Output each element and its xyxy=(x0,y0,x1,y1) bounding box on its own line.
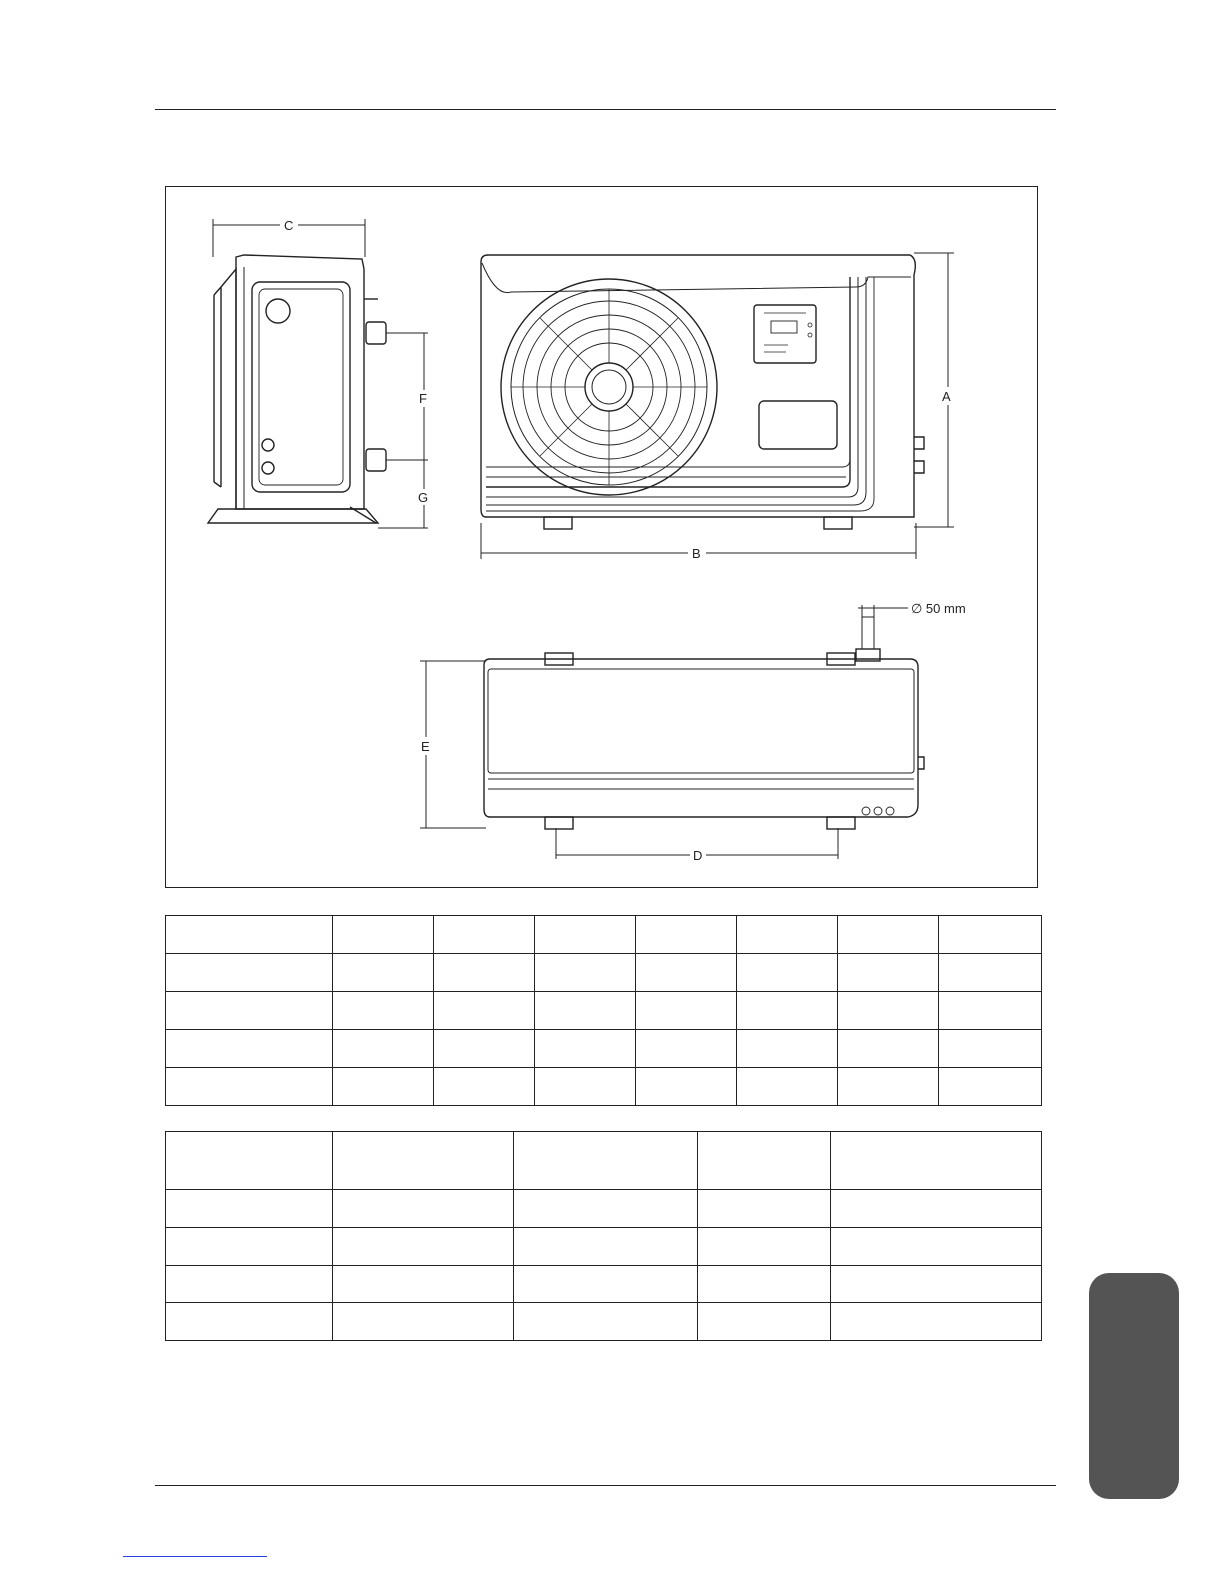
table-cell xyxy=(333,1265,514,1303)
table-cell xyxy=(434,954,535,992)
dimension-label-e: E xyxy=(421,739,430,754)
table-cell xyxy=(333,1068,434,1106)
table-cell xyxy=(939,916,1042,954)
table-cell xyxy=(514,1227,698,1265)
table-cell xyxy=(333,992,434,1030)
table-cell xyxy=(166,954,333,992)
table-cell xyxy=(698,1227,831,1265)
table-cell xyxy=(535,916,636,954)
table-cell xyxy=(514,1303,698,1341)
table-cell xyxy=(737,1068,838,1106)
pipe-diameter-label: ∅ 50 mm xyxy=(911,601,966,616)
dimension-label-c: C xyxy=(284,218,294,233)
table-cell xyxy=(535,954,636,992)
table-cell xyxy=(838,1068,939,1106)
dimension-drawing-frame xyxy=(165,186,1038,888)
specifications-table xyxy=(165,1131,1042,1341)
table-cell xyxy=(838,916,939,954)
table-cell xyxy=(698,1303,831,1341)
table-cell xyxy=(514,1190,698,1228)
dimension-label-d: D xyxy=(693,848,703,863)
table-cell xyxy=(737,992,838,1030)
table-row xyxy=(166,1265,1042,1303)
table-row xyxy=(166,1132,1042,1190)
table-cell xyxy=(166,1030,333,1068)
dimension-label-f: F xyxy=(419,391,427,406)
table-cell xyxy=(636,1030,737,1068)
table-cell xyxy=(636,992,737,1030)
table-cell xyxy=(514,1132,698,1190)
table-cell xyxy=(737,916,838,954)
table-cell xyxy=(831,1303,1042,1341)
table-cell xyxy=(333,916,434,954)
dimension-label-g: G xyxy=(418,490,429,505)
table-cell xyxy=(166,1190,333,1228)
table-row xyxy=(166,1030,1042,1068)
table-row xyxy=(166,916,1042,954)
dimensions-table xyxy=(165,915,1042,1106)
table-cell xyxy=(333,1190,514,1228)
table-cell xyxy=(737,1030,838,1068)
table-row xyxy=(166,1068,1042,1106)
front-view xyxy=(481,253,954,559)
header-rule xyxy=(155,109,1056,110)
table-cell xyxy=(636,954,737,992)
table-cell xyxy=(166,992,333,1030)
dimension-drawing xyxy=(166,187,1039,889)
footer-rule xyxy=(155,1485,1056,1486)
table-row xyxy=(166,992,1042,1030)
table-cell xyxy=(166,1265,333,1303)
table-cell xyxy=(698,1132,831,1190)
table-cell xyxy=(831,1190,1042,1228)
table-row xyxy=(166,1190,1042,1228)
table-cell xyxy=(535,1068,636,1106)
table-cell xyxy=(434,1068,535,1106)
table-cell xyxy=(166,1303,333,1341)
table-cell xyxy=(939,992,1042,1030)
side-view xyxy=(208,219,428,528)
table-cell xyxy=(535,992,636,1030)
table-cell xyxy=(838,954,939,992)
table-cell xyxy=(166,1227,333,1265)
dimension-label-b: B xyxy=(692,546,701,561)
table-cell xyxy=(333,954,434,992)
table-cell xyxy=(737,954,838,992)
table-row xyxy=(166,1303,1042,1341)
table-cell xyxy=(333,1132,514,1190)
table-cell xyxy=(831,1227,1042,1265)
table-cell xyxy=(514,1265,698,1303)
table-cell xyxy=(333,1030,434,1068)
table-cell xyxy=(838,1030,939,1068)
table-cell xyxy=(434,1030,535,1068)
table-cell xyxy=(434,992,535,1030)
table-cell xyxy=(166,1068,333,1106)
top-view xyxy=(420,605,924,859)
table-cell xyxy=(166,916,333,954)
dimension-label-a: A xyxy=(942,389,951,404)
table-cell xyxy=(939,954,1042,992)
table-cell xyxy=(831,1265,1042,1303)
table-cell xyxy=(831,1132,1042,1190)
table-cell xyxy=(434,916,535,954)
table-cell xyxy=(698,1265,831,1303)
table-cell xyxy=(333,1227,514,1265)
table-cell xyxy=(939,1030,1042,1068)
table-cell xyxy=(698,1190,831,1228)
table-cell xyxy=(636,916,737,954)
table-cell xyxy=(535,1030,636,1068)
footer-link-underline[interactable] xyxy=(123,1556,267,1557)
table-cell xyxy=(333,1303,514,1341)
table-row xyxy=(166,954,1042,992)
table-cell xyxy=(939,1068,1042,1106)
section-side-tab xyxy=(1089,1273,1179,1499)
table-cell xyxy=(838,992,939,1030)
table-row xyxy=(166,1227,1042,1265)
table-cell xyxy=(636,1068,737,1106)
table-cell xyxy=(166,1132,333,1190)
